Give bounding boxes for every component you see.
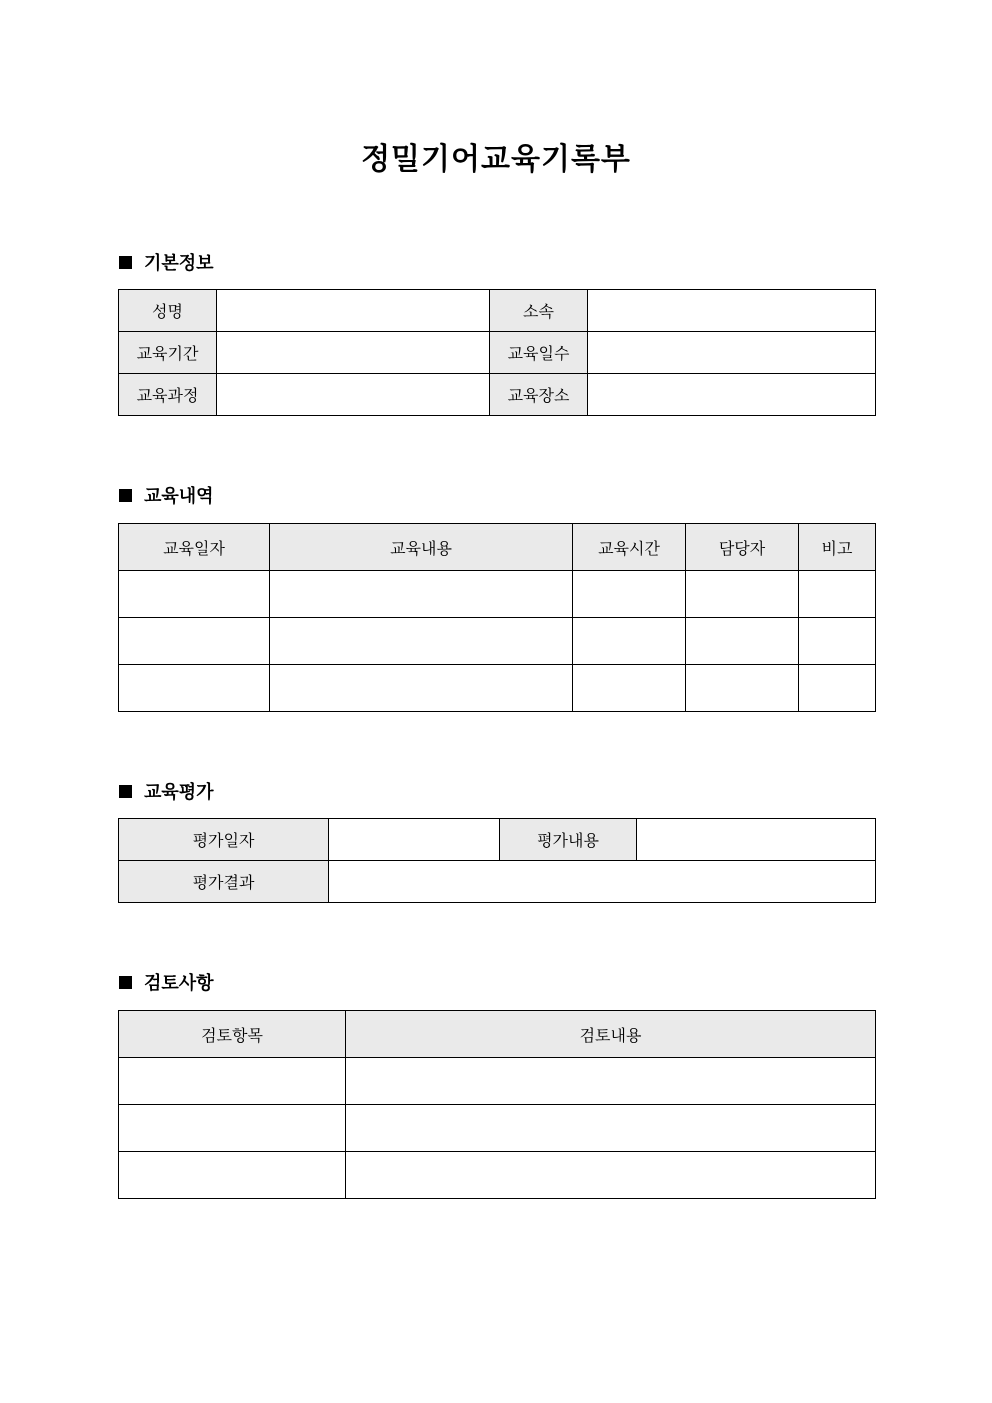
table-row	[119, 819, 876, 861]
field-period[interactable]	[217, 332, 490, 374]
label-course: 교육과정	[119, 374, 217, 416]
table-row	[119, 1152, 876, 1199]
table-header-row	[119, 1011, 876, 1058]
review-table	[118, 1010, 876, 1199]
evaluation-table	[118, 818, 876, 903]
table-row	[119, 665, 876, 712]
field-place[interactable]	[588, 374, 876, 416]
cell-hours[interactable]	[573, 571, 686, 618]
field-affiliation[interactable]	[588, 290, 876, 332]
column-header-review-content: 검토내용	[346, 1011, 876, 1058]
section-heading-evaluation	[119, 781, 214, 805]
cell-manager[interactable]	[686, 618, 799, 665]
cell-review-item[interactable]	[119, 1105, 346, 1152]
section-heading-basic-info-text: 기본정보	[144, 253, 214, 274]
cell-hours[interactable]	[573, 618, 686, 665]
history-table	[118, 523, 876, 712]
section-heading-review-text: 검토사항	[144, 973, 214, 994]
cell-note[interactable]	[799, 618, 876, 665]
cell-date[interactable]	[119, 665, 270, 712]
cell-review-content[interactable]	[346, 1105, 876, 1152]
document-title: 정밀기어교육기록부	[361, 142, 631, 177]
field-name[interactable]	[217, 290, 490, 332]
label-period: 교육기간	[119, 332, 217, 374]
square-bullet-icon	[119, 976, 132, 989]
column-header-content: 교육내용	[270, 524, 573, 571]
table-row	[119, 1105, 876, 1152]
cell-note[interactable]	[799, 571, 876, 618]
cell-review-item[interactable]	[119, 1058, 346, 1105]
field-days[interactable]	[588, 332, 876, 374]
cell-review-content[interactable]	[346, 1152, 876, 1199]
cell-review-item[interactable]	[119, 1152, 346, 1199]
section-heading-history-text: 교육내역	[144, 486, 214, 507]
section-heading-evaluation-text: 교육평가	[144, 782, 214, 803]
label-eval-date: 평가일자	[119, 819, 329, 861]
cell-hours[interactable]	[573, 665, 686, 712]
label-place: 교육장소	[490, 374, 588, 416]
label-eval-content: 평가내용	[500, 819, 637, 861]
cell-date[interactable]	[119, 618, 270, 665]
table-row	[119, 861, 876, 903]
column-header-note: 비고	[799, 524, 876, 571]
cell-manager[interactable]	[686, 665, 799, 712]
table-row	[119, 332, 876, 374]
cell-date[interactable]	[119, 571, 270, 618]
cell-review-content[interactable]	[346, 1058, 876, 1105]
square-bullet-icon	[119, 489, 132, 502]
table-header-row	[119, 524, 876, 571]
section-heading-basic-info	[119, 252, 214, 276]
cell-content[interactable]	[270, 571, 573, 618]
square-bullet-icon	[119, 256, 132, 269]
table-row	[119, 618, 876, 665]
cell-content[interactable]	[270, 618, 573, 665]
cell-content[interactable]	[270, 665, 573, 712]
cell-manager[interactable]	[686, 571, 799, 618]
table-row	[119, 290, 876, 332]
square-bullet-icon	[119, 785, 132, 798]
field-eval-content[interactable]	[637, 819, 876, 861]
label-affiliation: 소속	[490, 290, 588, 332]
label-eval-result: 평가결과	[119, 861, 329, 903]
table-row	[119, 374, 876, 416]
column-header-date: 교육일자	[119, 524, 270, 571]
column-header-manager: 담당자	[686, 524, 799, 571]
section-heading-history	[119, 485, 214, 509]
field-course[interactable]	[217, 374, 490, 416]
label-name: 성명	[119, 290, 217, 332]
column-header-hours: 교육시간	[573, 524, 686, 571]
cell-note[interactable]	[799, 665, 876, 712]
field-eval-date[interactable]	[329, 819, 500, 861]
label-days: 교육일수	[490, 332, 588, 374]
table-row	[119, 1058, 876, 1105]
section-heading-review	[119, 972, 214, 996]
basic-info-table	[118, 289, 876, 416]
table-row	[119, 571, 876, 618]
field-eval-result[interactable]	[329, 861, 876, 903]
column-header-review-item: 검토항목	[119, 1011, 346, 1058]
